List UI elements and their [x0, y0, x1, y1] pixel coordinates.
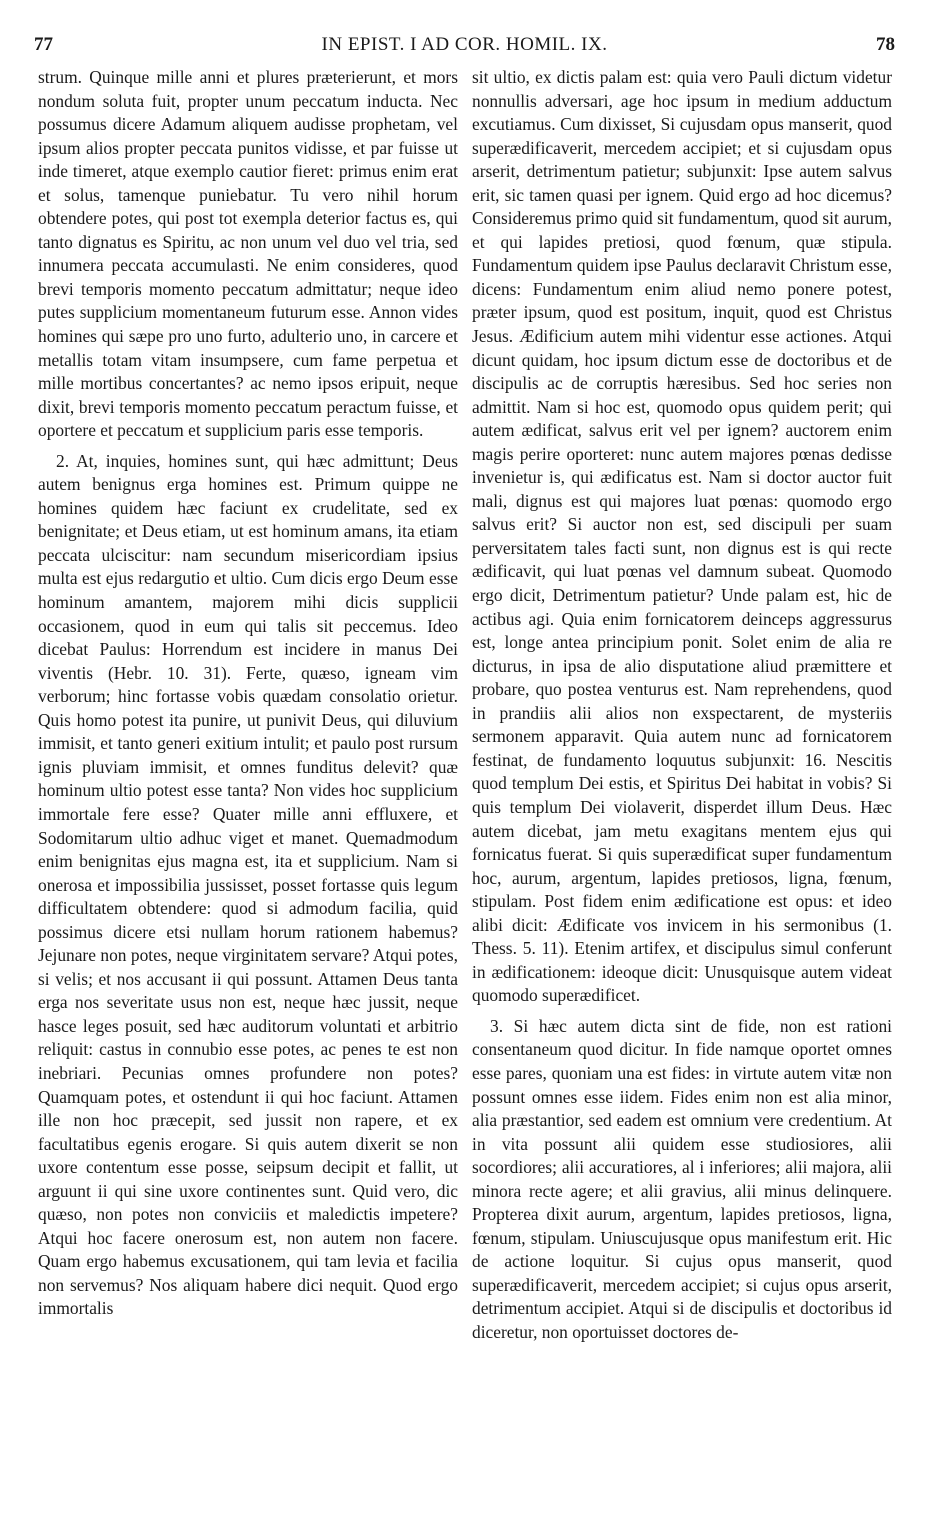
page-number-left: 77 — [34, 34, 53, 55]
right-paragraph-1: sit ultio, ex dictis palam est: quia vero Pauli dictum videtur nonnullis adversari, age hoc ipsum in medium adductum excutiamus. Cum dixisset, Si cujusdam opus manserit, quod superædificaverit, mercedem accipiet; et si cujusdam opus arserit, detrimentum patietur; subjunxit: Ipse autem salvus erit, sic tamen quasi per ignem. Quid ergo ad hoc dicemus? Consideremus primo quid sit fundamentum, quod sit aurum, et qui lapides pretiosi, quod fœnum, quæ stipula. Fundamentum quidem ipse Paulus declaravit Christum esse, dicens: Fundamentum enim aliud nemo ponere potest, præter ipsum, quod est positum, inquit, quod est Christus Jesus. Ædificium autem mihi videntur esse actiones. Atqui dicunt quidam, hoc ipsum dictum esse de doctoribus et de discipulis ac de corruptis hæresibus. Sed hoc series non admittit. Nam si hoc est, quomodo opus quidem perit; qui autem ædificat, salvus erit vel per ignem? auctorem enim magis perire oporteret: nunc autem majores pœnas dedisse invenietur is, qui ædificatus est. Nam si doctor auctor fuit mali, dignus est qui majores luat pœnas: quomodo ergo salvus erit? Si auctor non est, sed discipuli per suam perversitatem tales facti sunt, non dignus est is qui recte ædificavit, qui luat pœnas vel damnum subeat. Quomodo ergo dicit, Detrimentum patietur? Unde palam est, hic de actibus agi. Quia enim fornicatorem deinceps aggressurus est, longe antea principium ponit. Solet enim de alia re dicturus, in ipsa de alio disputatione aliud præmittere et probare, quo postea venturus est. Nam reprehendens, quod in prandiis alii alios non exspectarent, de mysteriis sermonem apparavit. Quia autem nunc ad fornicatorem festinat, de fundamento loquutus subjunxit: 16. Nescitis quod templum Dei estis, et Spiritus Dei habitat in vobis? Si quis templum Dei violaverit, disperdet illum Deus. Hæc autem dicebat, jam metu exagitans mentem ejus qui fornicatus fuerat. Si quis superædificat super fundamentum hoc, aurum, argentum, lapides pretiosos, ligna, fœnum, stipulam. Post fidem enim ædificatione est opus: et ideo alibi dicit: Ædificate vos invicem in his sermonibus (1. Thess. 5. 11). Etenim artifex, et discipulus simul conferunt in ædificationem: ideoque dicit: Unusquisque autem videat quomodo superædificet. — [472, 67, 892, 1006]
running-title: IN EPIST. I AD COR. HOMIL. IX. — [321, 34, 608, 55]
left-paragraph-2: 2. At, inquies, homines sunt, qui hæc admittunt; Deus autem benignus erga homines est. Primum quippe ne homines quidem hæc faciunt ex crudelitate, sed ex benignitate; et Deus etiam, ut est hominum amans, ita etiam peccata ulciscitur: nam secundum misericordiam ipsius multa est ejus redargutio et ultio. Cum dicis ergo Deum esse hominum amantem, majorem mihi dicis supplicii occasionem, quod in eum qui talis sit peccemus. Ideo dicebat Paulus: Horrendum est incidere in manus Dei viventis (Hebr. 10. 31). Ferte, quæso, igneam vim verborum; hinc fortasse vobis quædam consolatio orietur. Quis homo potest ita punire, ut punivit Deus, qui diluvium immisit, et tanto generi exitium intulit; et paulo post rursum ignis pluviam immisit, et omnes funditus delevit? quæ hominum ultio potest esse tanta? Non vides hoc supplicium immortale fere esse? Quater mille anni effluxere, et Sodomitarum ultio adhuc viget et manet. Quemadmodum enim benignitas ejus magna est, ita et supplicium. Nam si onerosa et impossibilia jussisset, posset fortasse quis legum difficultatem obtendere: quod si admodum facilia, quid possimus dicere etsi nullam horum rationem habemus? Jejunare non potes, neque virginitatem servare? Atqui potes, si velis; et nos accusant ii qui possunt. Attamen Deus tanta erga nos severitate usus non est, neque hæc jussit, neque hasce leges posuit, sed hæc auditorum voluntati et arbitrio reliquit: castus in connubio esse potes, ac penes te est non inebriari. Pecunias omnes profundere non potes? Quamquam potes, et ostendunt ii qui hoc faciunt. Attamen ille non hoc præcepit, sed jussit non rapere, et ex facultatibus egenis erogare. Si quis autem dixerit se non uxore contentum esse posse, seipsum decipit et fallit, ut arguunt ii qui sine uxore continentes sunt. Quid vero, dic quæso, non potes non conviciis et maledictis impetere? Atqui hoc facere onerosum est, non autem non facere. Quam ergo habemus excusationem, qui tam levia et facilia non servemus? Nos aliquam habere dici nequit. Quod ergo immortalis — [38, 450, 458, 1319]
left-paragraph-1: strum. Quinque mille anni et plures præterierunt, et mors nondum soluta fuit, propter unum peccatum inducta. Nec possumus dicere Adamum aliquem audisse prophetam, vel ipsum alios propter peccata punitos vidisse, et par fuisse ut inde timeret, atque exemplo cautior fieret: primus enim erat et solus, tamenque puniebatur. Tu vero nihil horum obtendere potes, qui post tot exempla deterior factus es, qui tanto dignatus es Spiritu, ac non unum vel duo vel tria, sed innumera peccata accumulasti. Ne enim consideres, quod brevi temporis momento peccatum admittatur; neque ideo putes supplicium momentaneum futurum esse. Annon vides homines qui sæpe pro uno furto, adulterio uno, in carcere et metallis totam vitam insumpsere, cum fame perpetua et mille mortibus concertantes? ac nemo ipsos eripuit, neque dixit, brevi temporis momento peccatum peractum fuisse, et oportere et peccatum et supplicium paris esse temporis. — [38, 67, 458, 441]
left-column — [38, 66, 458, 1321]
page-number-right: 78 — [876, 34, 895, 55]
page-header — [34, 34, 895, 62]
right-column — [472, 66, 892, 1345]
right-paragraph-2: 3. Si hæc autem dicta sint de fide, non est rationi consentaneum quod dicitur. In fide namque oportet omnes esse pares, quoniam una est fides: in virtute autem vitæ non possunt omnes esse iidem. Fides enim non est alia minor, alia præstantior, sed eadem est omnium vere credentium. At in vita possunt alii quidem esse studiosiores, alii socordiores; alii accuratiores, al i inferiores; alii majora, alii minora recte agere; et alii gravius, alii minus delinquere. Propterea dixit aurum, argentum, lapides pretiosos, ligna, fœnum, stipulam. Uniuscujusque opus manifestum erit. Hic de actione loquitur. Si cujus opus manserit, quod superædificaverit, mercedem accipiet; si cujus opus arserit, detrimentum accipiet. Atqui si de discipulis et doctoribus id diceretur, non oportuisset doctores de- — [472, 1015, 892, 1342]
